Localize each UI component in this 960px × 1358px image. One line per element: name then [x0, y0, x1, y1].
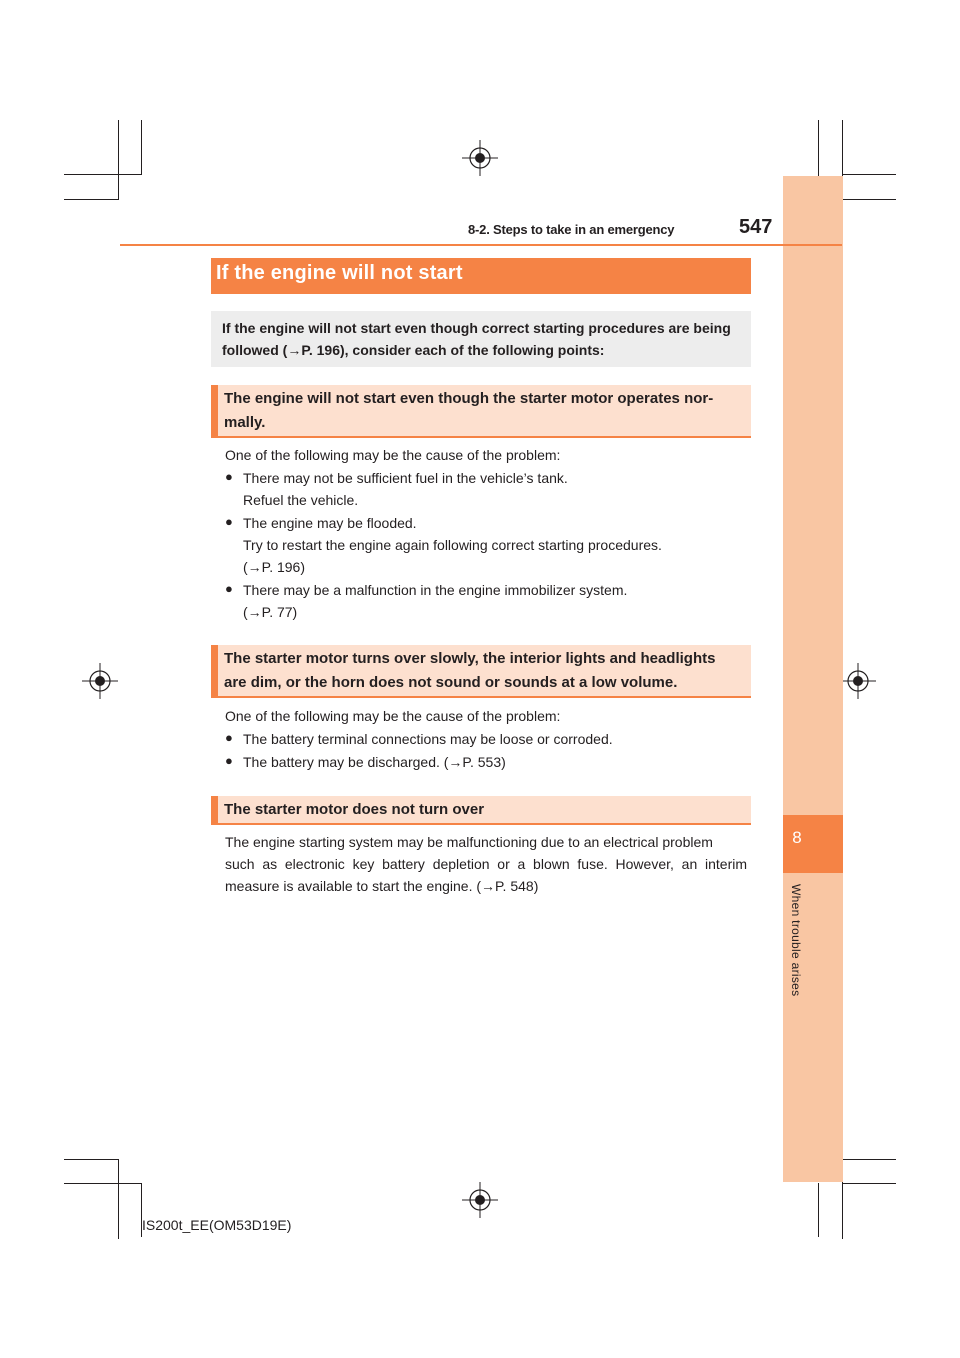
crop-mark	[64, 174, 142, 175]
bullet-icon: ●	[225, 730, 233, 745]
crop-mark	[64, 1183, 142, 1184]
list-item: The battery terminal connections may be loose or corroded.	[243, 731, 613, 747]
crop-mark	[842, 1183, 896, 1184]
registration-mark-icon	[840, 663, 876, 699]
page-number: 547	[739, 216, 773, 238]
list-item-line: The engine may be flooded.	[243, 515, 417, 531]
section-heading-line: are dim, or the horn does not sound or sounds at a low volume.	[224, 674, 678, 691]
list-item	[243, 579, 627, 623]
header-divider	[120, 244, 842, 246]
intro-line: If the engine will not start even though correct starting procedures are being	[222, 320, 731, 336]
bullet-icon: ●	[225, 514, 233, 529]
section-lead: One of the following may be the cause of the problem:	[225, 447, 561, 463]
crop-mark	[842, 120, 843, 176]
section-header: 8-2. Steps to take in an emergency	[468, 222, 675, 237]
list-item-line: There may not be sufficient fuel in the vehicle’s tank.	[243, 470, 568, 486]
crop-mark	[118, 120, 119, 200]
list-item[interactable]: The battery may be discharged. (→P. 553)	[243, 754, 506, 770]
section-heading	[224, 647, 744, 695]
chapter-side-strip	[783, 176, 843, 1182]
crop-mark	[818, 1183, 819, 1237]
intro-text	[222, 317, 742, 361]
section-heading: The starter motor does not turn over	[224, 801, 485, 818]
crop-mark	[64, 1159, 118, 1160]
page-reference-link[interactable]: (→P. 77)	[243, 604, 298, 620]
chapter-title: When trouble arises	[789, 884, 803, 997]
section-heading-accent	[211, 796, 218, 825]
document-code: IS200t_EE(OM53D19E)	[142, 1217, 292, 1233]
page-title: If the engine will not start	[216, 262, 463, 284]
section-heading-accent	[211, 645, 218, 698]
list-item-line: Refuel the vehicle.	[243, 492, 359, 508]
section-body	[225, 831, 747, 897]
section-heading-accent	[211, 385, 218, 438]
section-heading-line: mally.	[224, 414, 266, 431]
list-item-line: Try to restart the engine again following correct starting procedures.	[243, 537, 662, 553]
crop-mark	[118, 1159, 119, 1239]
list-item-line: There may be a malfunction in the engine immobilizer system.	[243, 582, 628, 598]
body-line[interactable]: measure is available to start the engine. (→P. 548)	[225, 878, 539, 894]
crop-mark	[64, 199, 118, 200]
list-item	[243, 512, 662, 578]
body-line: The engine starting system may be malfunctioning due to an electrical problem	[225, 834, 713, 850]
body-line: such as electronic key battery depletion or a blown fuse. However, an interim	[225, 856, 747, 872]
page-reference-link[interactable]: (→P. 196)	[243, 559, 305, 575]
bullet-icon: ●	[225, 753, 233, 768]
list-item	[243, 467, 568, 511]
registration-mark-icon	[462, 1182, 498, 1218]
bullet-icon: ●	[225, 581, 233, 596]
section-lead: One of the following may be the cause of the problem:	[225, 708, 561, 724]
section-heading	[224, 387, 744, 435]
section-heading-line: The starter motor turns over slowly, the interior lights and headlights	[224, 650, 716, 667]
crop-mark	[842, 174, 896, 175]
chapter-number: 8	[792, 828, 802, 847]
intro-line: followed (→P. 196), consider each of the following points:	[222, 342, 605, 358]
bullet-icon: ●	[225, 469, 233, 484]
crop-mark	[141, 120, 142, 174]
section-heading-line: The engine will not start even though the starter motor operates nor-	[224, 390, 714, 407]
registration-mark-icon	[462, 140, 498, 176]
registration-mark-icon	[82, 663, 118, 699]
